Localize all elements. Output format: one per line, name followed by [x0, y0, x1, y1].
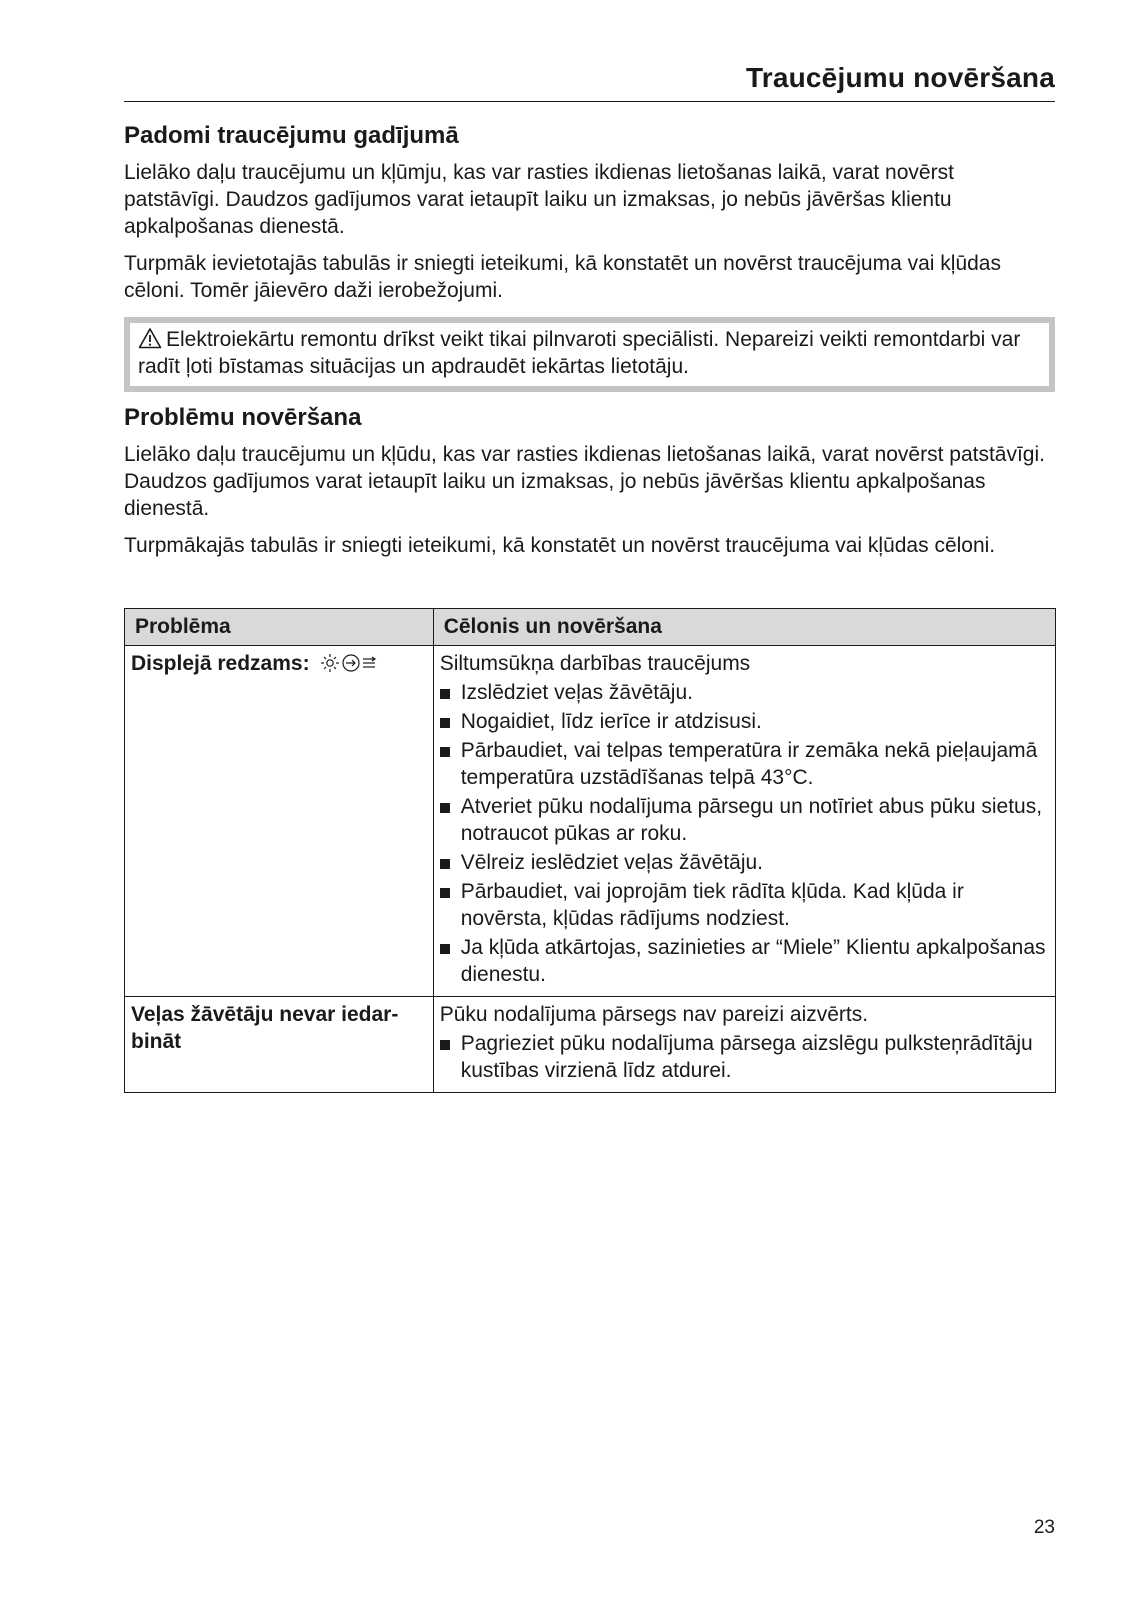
troubleshooting-table	[124, 608, 1056, 1093]
problem-cell	[125, 646, 434, 997]
section-heading-troubleshooting: Problēmu novēršana	[124, 404, 362, 431]
list-item: Vēlreiz ieslēdziet veļas žāvētāju.	[440, 849, 1049, 876]
safety-warning-box	[124, 317, 1055, 392]
list-item: Pagrieziet pūku nodalījuma pārsega aizslēgu pulksteņrādītāju kustības virzienā līdz atdurei.	[440, 1030, 1049, 1084]
problem-text: Displejā redzams:	[131, 652, 310, 675]
table-row	[125, 997, 1056, 1093]
warning-text: Elektroiekārtu remontu drīkst veikt tikai pilnvaroti speciālisti. Nepareizi veikti remontdarbi var radīt ļoti bīstamas situācijas un apdraudēt iekārtas lietotāju.	[138, 328, 1021, 378]
section-heading-tips: Padomi traucējumu gadījumā	[124, 122, 459, 149]
cause-cell	[433, 997, 1055, 1093]
cause-text: Pūku nodalījuma pārsegs nav pareizi aizvērts.	[439, 1003, 869, 1026]
table-header-row	[125, 609, 1056, 646]
remedy-list	[440, 1030, 1049, 1084]
list-item: Izslēdziet veļas žāvētāju.	[440, 679, 1049, 706]
warning-triangle-icon	[138, 327, 162, 349]
list-item: Nogaidiet, līdz ierīce ir atdzisusi.	[440, 708, 1049, 735]
troubleshooting-paragraph-1: Lielāko daļu traucējumu un kļūdu, kas var rasties ikdienas lietošanas laikā, varat novērst patstāvīgi. Daudzos gadījumos varat ietaupīt laiku un izmaksas, jo nebūs jāvēršas klientu apkalpošanas dienestā.	[124, 443, 1045, 520]
troubleshooting-paragraph-2: Turpmākajās tabulās ir sniegti ieteikumi, kā konstatēt un novērst traucējuma vai kļūdas cēloni.	[124, 534, 996, 557]
list-item: Pārbaudiet, vai joprojām tiek rādīta kļūda. Kad kļūda ir novērsta, kļūdas rādījums nodziest.	[440, 878, 1049, 932]
display-symbols-icon	[321, 652, 381, 681]
table-header-cause: Cēlonis un novēršana	[433, 609, 1055, 646]
problem-cell	[125, 997, 434, 1093]
table-header-problem: Problēma	[125, 609, 434, 646]
remedy-list	[440, 679, 1049, 988]
page-header-title: Traucējumu novēršana	[745, 62, 1055, 93]
list-item: Atveriet pūku nodalījuma pārsegu un notīriet abus pūku sietus, notraucot pūkas ar roku.	[440, 793, 1049, 847]
header-divider	[124, 101, 1055, 102]
tips-paragraph-2: Turpmāk ievietotajās tabulās ir sniegti ieteikumi, kā konstatēt un novērst traucējuma vai kļūdas cēloni. Tomēr jāievēro daži ierobežojumi.	[124, 252, 1001, 302]
tips-paragraph-1: Lielāko daļu traucējumu un kļūmju, kas var rasties ikdienas lietošanas laikā, varat novērst patstāvīgi. Daudzos gadījumos varat ietaupīt laiku un izmaksas, jo nebūs jāvēršas klientu apkalpošanas dienestā.	[124, 161, 954, 238]
problem-text: Veļas žāvētāju nevar iedarbināt	[131, 1003, 399, 1053]
cause-cell	[433, 646, 1055, 997]
page-number: 23	[1033, 1517, 1055, 1538]
list-item: Pārbaudiet, vai telpas temperatūra ir zemāka nekā pieļaujamā temperatūra uzstādīšanas telpā 43°C.	[440, 737, 1049, 791]
list-item: Ja kļūda atkārtojas, sazinieties ar “Miele” Klientu apkalpošanas dienestu.	[440, 934, 1049, 988]
table-row	[125, 646, 1056, 997]
cause-text: Siltumsūkņa darbības traucējums	[439, 652, 751, 675]
